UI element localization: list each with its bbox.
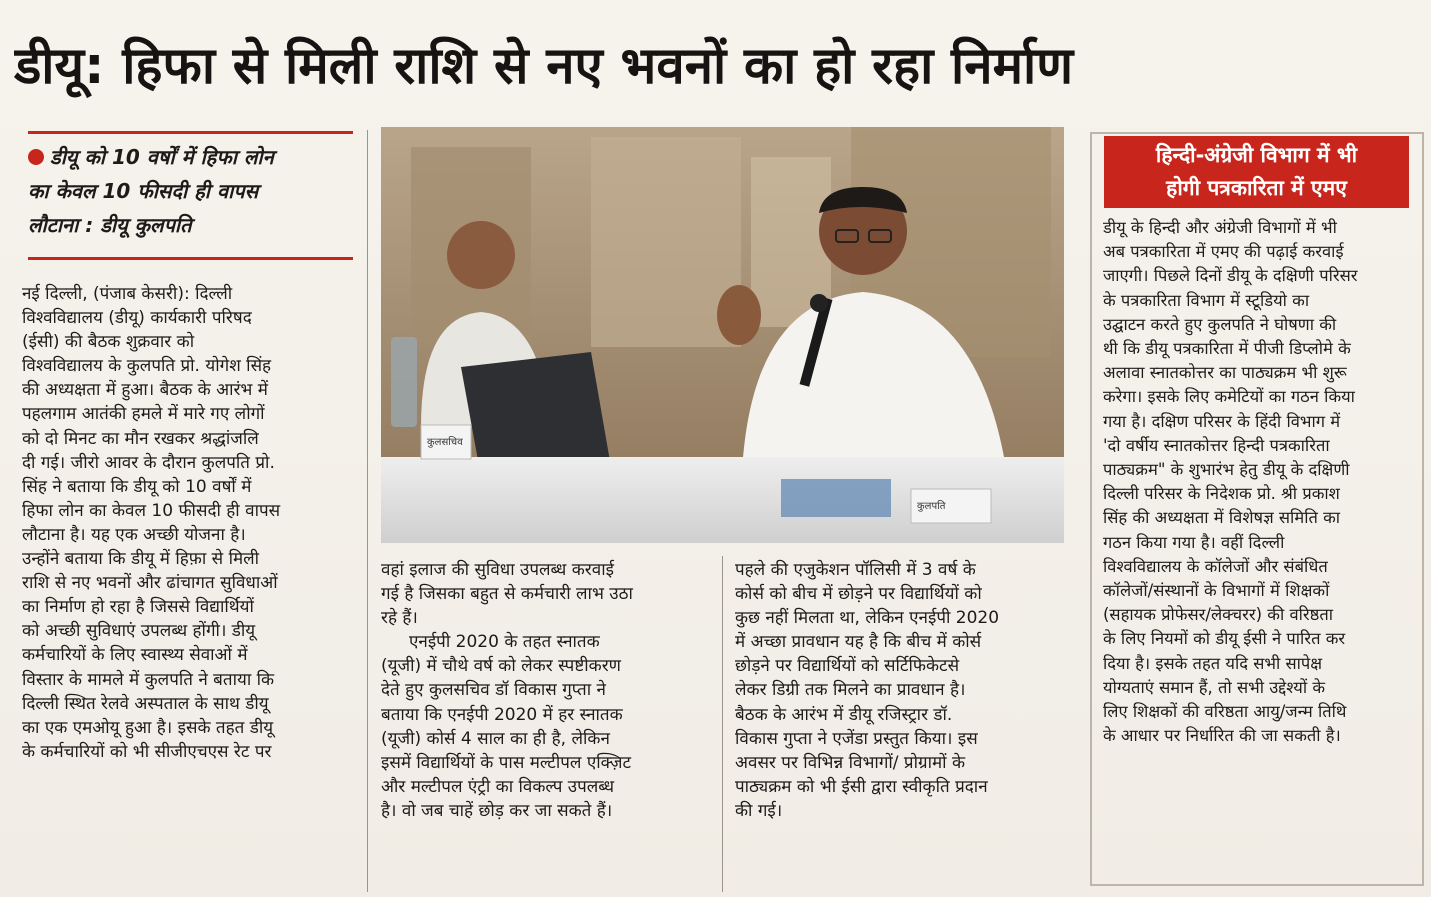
- sidebar-headline: [1104, 136, 1409, 208]
- text-line: विश्वविद्यालय (डीयू) कार्यकारी परिषद: [22, 308, 252, 329]
- text-line: पहले की एजुकेशन पॉलिसी में 3 वर्ष के: [735, 560, 976, 580]
- text-line: अलावा स्नातकोत्तर का पाठ्यक्रम भी शुरू: [1103, 363, 1347, 383]
- text-line: का एक एमओयू हुआ है। इसके तहत डीयू: [22, 717, 274, 738]
- article-column-middle-2: [735, 558, 1065, 894]
- bullet-icon: [28, 149, 44, 165]
- text-line: वहां इलाज की सुविधा उपलब्ध करवाई: [381, 560, 614, 580]
- text-line: पाठ्यक्रम को भी ईसी द्वारा स्वीकृति प्रदान: [735, 776, 988, 797]
- text-line: एनईपी 2020 के तहत स्नातक: [409, 632, 600, 653]
- text-line: बैठक के आरंभ में डीयू रजिस्ट्रार डॉ.: [735, 704, 953, 725]
- text-line: थी कि डीयू पत्रकारिता में पीजी डिप्लोमे के: [1103, 339, 1351, 359]
- text-line: लेकर डिग्री तक मिलने का प्रावधान है।: [735, 680, 966, 701]
- text-line: विकास गुप्ता ने एजेंडा प्रस्तुत किया। इस: [735, 728, 978, 749]
- text-line: दिल्ली परिसर के निदेशक प्रो. श्री प्रकाश: [1103, 484, 1340, 504]
- text-line: को दो मिनट का मौन रखकर श्रद्धांजलि: [22, 428, 259, 449]
- article-column-middle: [381, 558, 710, 894]
- text-line: के आधार पर निर्धारित की जा सकती है।: [1103, 726, 1341, 746]
- sidebar-article: [1103, 216, 1408, 876]
- nameplate-left: कुलसचिव: [427, 437, 463, 448]
- column-divider: [722, 556, 723, 892]
- text-line: हिफा लोन का केवल 10 फीसदी ही वापस: [22, 500, 281, 521]
- text-line: करेगा। इसके लिए कमेटियों का गठन किया: [1103, 387, 1355, 407]
- text-line: 'दो वर्षीय स्नातकोत्तर हिन्दी पत्रकारिता: [1103, 435, 1330, 455]
- text-line: सिंह की अध्यक्षता में विशेषज्ञ समिति का: [1103, 508, 1341, 528]
- text-line: योग्यताएं समान हैं, तो सभी उद्देश्यों के: [1103, 677, 1326, 697]
- meeting-photo: [381, 127, 1064, 543]
- text-line: देते हुए कुलसचिव डॉ विकास गुप्ता ने: [381, 680, 606, 701]
- text-line: (यूजी) में चौथे वर्ष को लेकर स्पष्टीकरण: [381, 656, 621, 677]
- subhead: [28, 140, 353, 250]
- text-line: है। वो जब चाहें छोड़ कर जा सकते हैं।: [381, 800, 613, 821]
- text-line: गई है जिसका बहुत से कर्मचारी लाभ उठा: [381, 584, 633, 605]
- text-line: की अध्यक्षता में हुआ। बैठक के आरंभ में: [22, 380, 268, 401]
- text-line: को अच्छी सुविधाएं उपलब्ध होंगी। डीयू: [22, 621, 256, 642]
- subhead-line: डीयू को 10 वर्षों में हिफा लोन: [50, 145, 274, 169]
- sidebar-headline-line: होगी पत्रकारिता में एमए: [1166, 176, 1347, 200]
- text-line: विश्वविद्यालय के कुलपति प्रो. योगेश सिंह: [22, 356, 272, 377]
- subhead-rule-bottom: [28, 257, 353, 260]
- text-line: कुछ नहीं मिलता था, लेकिन एनईपी 2020: [735, 608, 1000, 629]
- text-line: दिया है। इसके तहत यदि सभी सापेक्ष: [1103, 653, 1323, 673]
- text-line: के कर्मचारियों को भी सीजीएचएस रेट पर: [22, 741, 272, 762]
- text-line: का निर्माण हो रहा है जिससे विद्यार्थियों: [22, 597, 254, 618]
- text-line: उद्घाटन करते हुए कुलपति ने घोषणा की: [1103, 314, 1337, 334]
- text-line: विस्तार के मामले में कुलपति ने बताया कि: [22, 669, 275, 690]
- text-line: विश्वविद्यालय के कॉलेजों और संबंधित: [1103, 556, 1328, 576]
- text-line: लिए शिक्षकों की वरिष्ठता आयु/जन्म तिथि: [1103, 702, 1347, 722]
- text-line: पाठ्यक्रम" के शुभारंभ हेतु डीयू के दक्षिणी: [1103, 460, 1350, 480]
- text-line: कर्मचारियों के लिए स्वास्थ्य सेवाओं में: [22, 645, 248, 666]
- text-line: और मल्टीपल एंट्री का विकल्प उपलब्ध: [381, 776, 615, 797]
- text-line: पहलगाम आतंकी हमले में मारे गए लोगों: [22, 404, 265, 425]
- column-divider: [367, 130, 368, 892]
- text-line: के पत्रकारिता विभाग में स्टूडियो का: [1103, 290, 1310, 310]
- text-line: (यूजी) कोर्स 4 साल का ही है, लेकिन: [381, 728, 610, 749]
- text-line: गठन किया गया है। वहीं दिल्ली: [1103, 532, 1285, 552]
- text-line: बताया कि एनईपी 2020 में हर स्नातक: [381, 704, 623, 725]
- text-line: सिंह ने बताया कि डीयू को 10 वर्षों में: [22, 476, 252, 497]
- text-line: छोड़ने पर विद्यार्थियों को सर्टिफिकेटसे: [735, 656, 960, 677]
- text-line: दी गई। जीरो आवर के दौरान कुलपति प्रो.: [22, 452, 275, 473]
- text-line: जाएगी। पिछले दिनों डीयू के दक्षिणी परिसर: [1103, 266, 1358, 286]
- sidebar-headline-line: हिन्दी-अंग्रेजी विभाग में भी: [1155, 143, 1358, 167]
- text-line: दिल्ली स्थित रेलवे अस्पताल के साथ डीयू: [22, 693, 269, 714]
- text-line: गया है। दक्षिण परिसर के हिंदी विभाग में: [1103, 411, 1341, 431]
- text-line: (सहायक प्रोफेसर/लेक्चरर) की वरिष्ठता: [1103, 605, 1334, 625]
- text-line: में अच्छा प्रावधान यह है कि बीच में कोर्स: [735, 632, 982, 653]
- text-line: राशि से नए भवनों और ढांचागत सुविधाओं: [22, 573, 278, 594]
- text-line: की गई।: [735, 800, 783, 821]
- text-line: कोर्स को बीच में छोड़ने पर विद्यार्थियों को: [735, 584, 982, 605]
- text-line: कॉलेजों/संस्थानों के विभागों में शिक्षकों: [1103, 581, 1330, 601]
- text-line: इसमें विद्यार्थियों के पास मल्टीपल एक्ज़िट: [381, 752, 632, 773]
- text-line: के लिए नियमों को डीयू ईसी ने पारित कर: [1103, 629, 1346, 649]
- text-line: (ईसी) की बैठक शुक्रवार को: [22, 332, 195, 353]
- article-column-left: [22, 282, 352, 894]
- text-line: अब पत्रकारिता में एमए की पढ़ाई करवाई: [1103, 242, 1344, 262]
- text-line: अवसर पर विभिन्न विभागों/ प्रोग्रामों के: [735, 752, 966, 773]
- headline: डीयू: हिफा से मिली राशि से नए भवनों का हो रहा निर्माण: [14, 37, 1074, 96]
- photo-illustration: [381, 127, 1064, 543]
- text-line: नई दिल्ली, (पंजाब केसरी): दिल्ली: [22, 284, 233, 304]
- subhead-line: लौटाना : डीयू कुलपति: [28, 213, 192, 237]
- subhead-line: का केवल 10 फीसदी ही वापस: [28, 179, 259, 203]
- subhead-rule-top: [28, 131, 353, 134]
- text-line: लौटाना है। यह एक अच्छी योजना है।: [22, 524, 246, 545]
- text-line: डीयू के हिन्दी और अंग्रेजी विभागों में भी: [1103, 218, 1337, 237]
- text-line: रहे हैं।: [381, 608, 418, 629]
- nameplate-right: कुलपति: [917, 501, 946, 512]
- text-line: उन्होंने बताया कि डीयू में हिफ़ा से मिली: [22, 549, 260, 570]
